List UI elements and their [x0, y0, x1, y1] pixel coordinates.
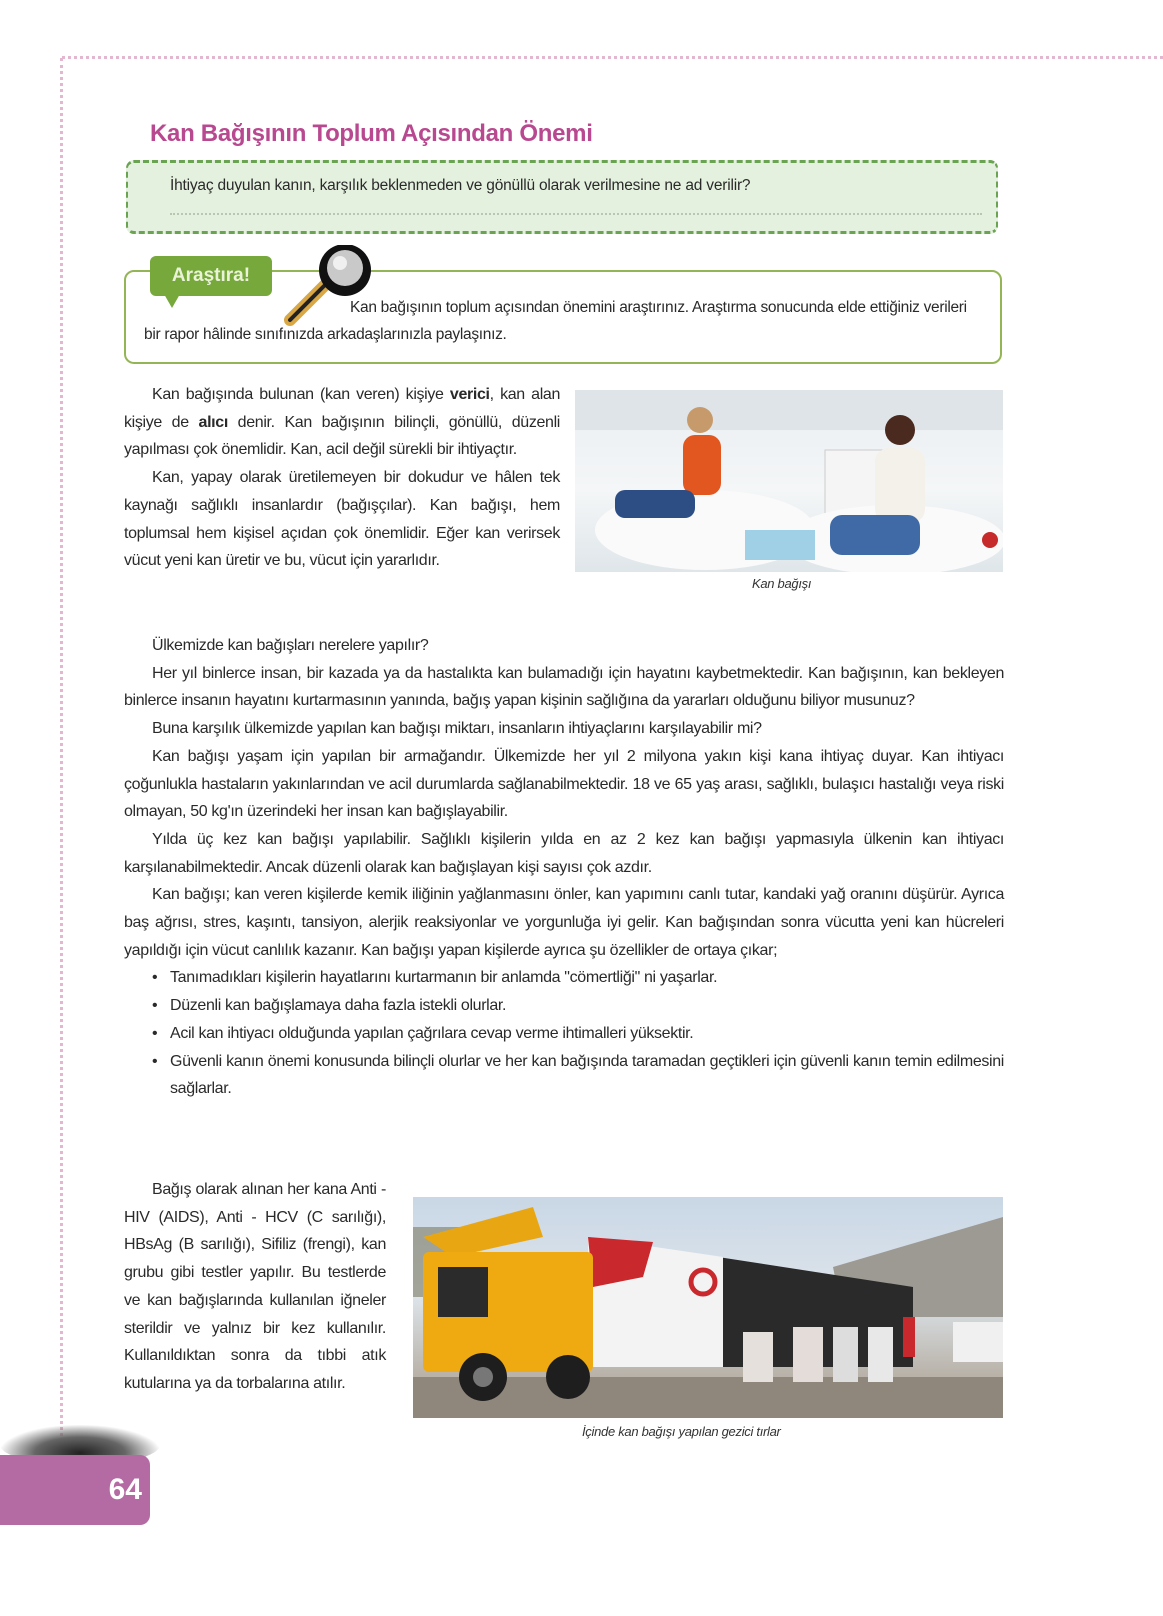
paragraph: Bağış olarak alınan her kana Anti - HIV (AIDS), Anti - HCV (C sarılığı), HBsAg (B sarılığı), Sifiliz (frengi), kan grubu gibi testler yapılır. Bu testlerde ve kan bağışlarında kullanılan iğneler sterildir ve yalnız bir kez kullanılır. Kullanıldıktan sonra da tıbbi atık kutularına ya da torbalarına atılır.: [124, 1181, 386, 1392]
question-box: [126, 160, 998, 234]
research-tag: Araştıra!: [150, 256, 272, 296]
term-verici: verici: [449, 386, 490, 403]
term-alici: alıcı: [198, 413, 228, 431]
paragraph: Kan, yapay olarak üretilemeyen bir dokudur ve hâlen tek kaynağı sağlıklı insanlardır (bağışçılar). Kan bağışı, hem toplumsal hem kişisel açıdan çok önemlidir. Eğer kan verirsek vücut yeni kan üretir ve bu, vücut için yararlıdır.: [124, 469, 560, 570]
blood-donation-photo: [575, 390, 1003, 572]
mobile-blood-truck-photo: [413, 1197, 1003, 1418]
main-text: [124, 632, 1004, 1103]
benefits-list: [124, 964, 1004, 1103]
list-item: • Tanımadıkları kişilerin hayatlarını kurtarmanın bir anlamda "cömertliği" ni yaşarlar.: [124, 964, 1004, 992]
paragraph: Buna karşılık ülkemizde yapılan kan bağışı miktarı, insanların ihtiyaçlarını karşılayabilir mi?: [152, 720, 762, 738]
paragraph: Her yıl binlerce insan, bir kazada ya da hastalıkta kan bulamadığı için hayatını kaybetmektedir. Kan bağışının, kan bekleyen binlerce insanın hayatını kurtarmasının yanında, bağış yapan kişinin sağlığına da yararları olduğunu biliyor musunuz?: [124, 664, 1004, 710]
list-item: • Düzenli kan bağışlamaya daha fazla istekli olurlar.: [124, 992, 1004, 1020]
question-text: İhtiyaç duyulan kanın, karşılık beklenmeden ve gönüllü olarak verilmesine ne ad verilir?: [170, 177, 751, 194]
tests-text: [124, 1176, 386, 1398]
photo-caption: Kan bağışı: [752, 576, 812, 591]
list-item: • Güvenli kanın önemi konusunda bilinçli olurlar ve her kan bağışında taramadan geçtikleri için güvenli kanın temin edilmesini sağlarlar.: [124, 1048, 1004, 1103]
paragraph: Ülkemizde kan bağışları nerelere yapılır?: [152, 637, 429, 654]
paragraph: Kan bağışı; kan veren kişilerde kemik iliğinin yağlanmasını önler, kan yapımını canlı tutar, kandaki yağ oranını düşürür. Ayrıca baş ağrısı, stres, kaşıntı, tansiyon, alerjik reaksiyonlar ve yorgunluğa iyi gelir. Kan bağışından sonra vücutta yeni kan hücreleri yapıldığı için vücut canlılık kazanır. Kan bağışı yapan kişilerde ayrıca şu özellikler de ortaya çıkar;: [124, 886, 1004, 959]
intro-text: [124, 381, 560, 575]
magnifier-icon: [270, 245, 385, 335]
research-text: Kan bağışının toplum açısından önemini araştırınız. Araştırma sonucunda elde ettiğiniz verileri bir rapor hâlinde sınıfınızda arkadaşlarınızla paylaşınız.: [144, 299, 967, 343]
answer-line[interactable]: [170, 213, 982, 215]
paragraph: Kan bağışı yaşam için yapılan bir armağandır. Ülkemizde her yıl 2 milyona yakın kişi kana ihtiyaç duyar. Kan ihtiyacı çoğunlukla hastaların yakınlarından ve acil durumlarda sağlanabilmektedir. 18 ve 65 yaş arası, sağlıklı, bulaşıcı hastalığı veya riski olmayan, 50 kg'ın üzerindeki her insan kan bağışlayabilir.: [124, 747, 1004, 821]
page-number: 64: [0, 1455, 150, 1525]
page-border-top: [62, 56, 1163, 59]
section-title: Kan Bağışının Toplum Açısından Önemi: [150, 120, 593, 147]
photo-caption: İçinde kan bağışı yapılan gezici tırlar: [582, 1424, 781, 1439]
paragraph: Kan bağışında bulunan (kan veren) kişiye verici, kan alan kişiye de alıcı denir. Kan bağışının bilinçli, gönüllü, düzenli yapılması çok önemlidir. Kan, acil değil sürekli bir ihtiyaçtır.: [124, 386, 560, 459]
page-border-left: [60, 58, 63, 1448]
list-item: • Acil kan ihtiyacı olduğunda yapılan çağrılara cevap verme ihtimalleri yüksektir.: [124, 1020, 1004, 1048]
paragraph: Yılda üç kez kan bağışı yapılabilir. Sağlıklı kişilerin yılda en az 2 kez kan bağışı yapmasıyla ülkenin kan ihtiyacı karşılanabilmektedir. Ancak düzenli olarak kan bağışlayan kişi sayısı çok azdır.: [124, 830, 1004, 876]
